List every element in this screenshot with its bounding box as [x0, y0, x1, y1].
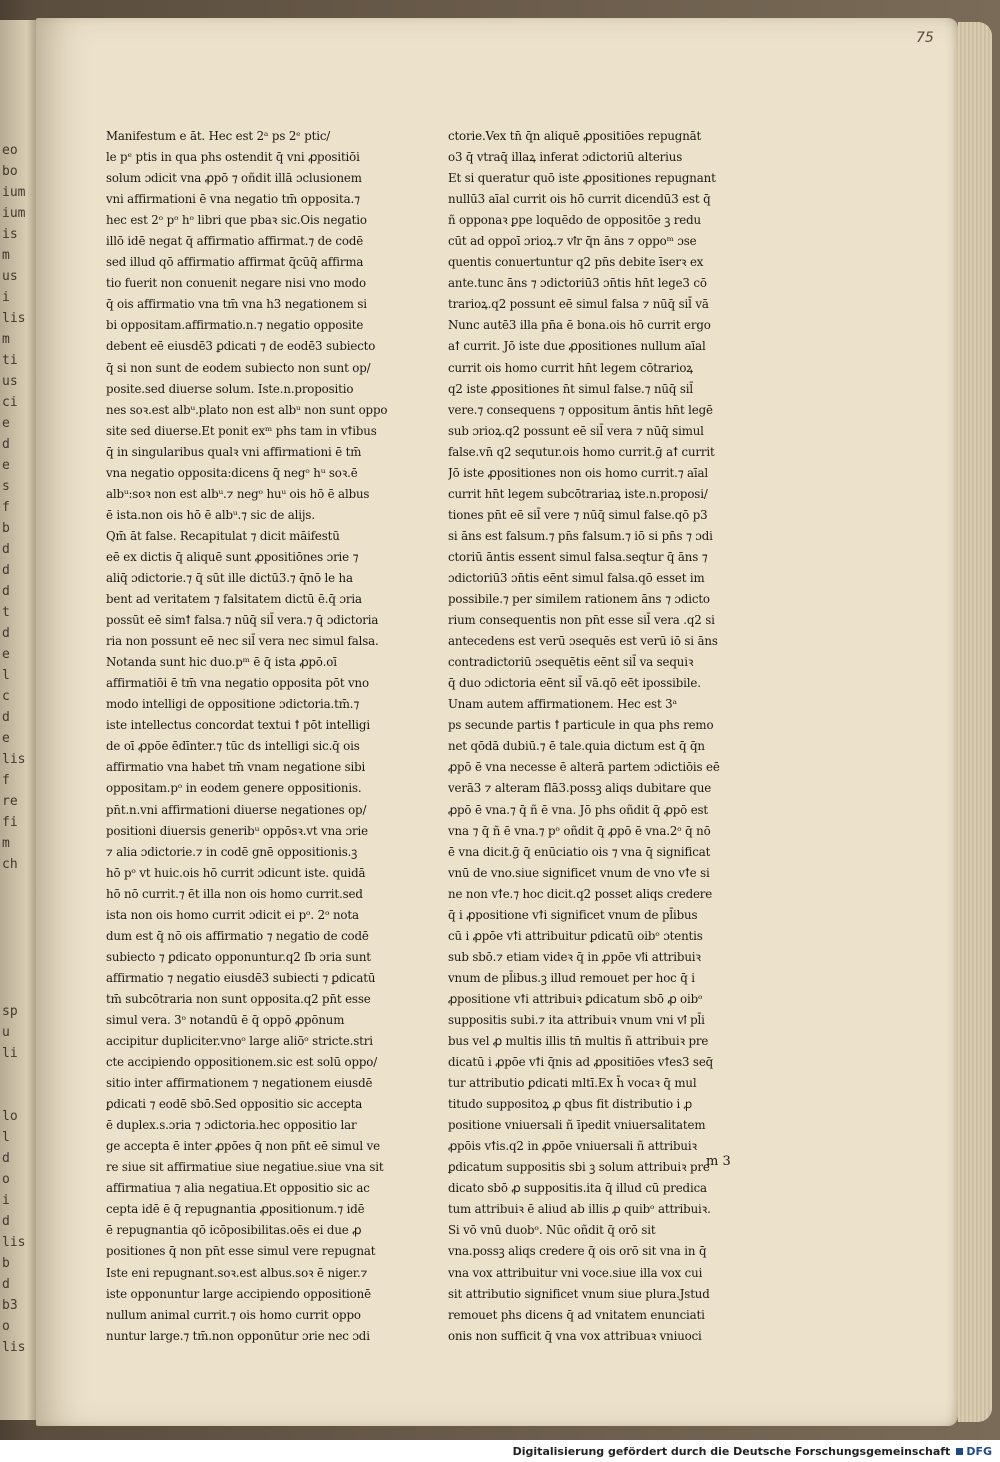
text-line: trarioꝝ.q2 possunt eē simul falsa ⁊ nūq̄ sil̄ vā: [448, 297, 709, 312]
digitization-footer: [0, 1440, 1000, 1462]
text-line: modo intelligi de oppositione ɔdictoria.tm̄.⁊: [106, 697, 360, 712]
text-line: sitio inter affirmationem ⁊ negationem eiusdē: [106, 1076, 373, 1091]
text-line: aliq̄ ɔdictorie.⁊ q̄ sūt ille dictū3.⁊ q̄nō le ha: [106, 570, 353, 585]
text-line: ꝓpositione vꝉi attribuiꝛ ꝑdicatum sbō ꝓ oibᵒ: [448, 991, 703, 1006]
text-line: dicatū i ꝓpōe vꝉi q̄nis ad ꝓpositiōes vꝉes3 seq̄: [448, 1055, 714, 1070]
text-line: q̄ in singularibus qualꝛ vni affirmationi ē tm̄: [106, 444, 362, 459]
text-line: currit ois homo currit hn̄t legem cōtrarioꝝ: [448, 360, 693, 375]
text-line: affirmatiua ⁊ alia negatiua.Et oppositio sic ac: [106, 1181, 370, 1196]
text-line: net qōdā dubiū.⁊ ē tale.quia dictum est q̄ q̄n: [448, 739, 705, 754]
text-line: ne non vꝉe.⁊ hoc dicit.q2 posset aliqs credere: [448, 886, 713, 901]
text-line: ē repugnantia qō icōposibilitas.oēs ei due ꝓ: [106, 1223, 362, 1238]
text-line: tio fuerit non conuenit negare nisi vno modo: [106, 276, 366, 291]
text-line: vni affirmationi ē vna negatio tm̄ opposita.⁊: [106, 192, 360, 207]
text-line: bi oppositam.affirmatio.n.⁊ negatio opposite: [106, 318, 364, 333]
text-line: positiones q̄ non pn̄t esse simul vere repugnat: [106, 1244, 376, 1259]
text-line: vna negatio opposita:dicens q̄ negᵒ hᵘ soꝛ.ē: [106, 465, 358, 480]
text-line: Et si queratur quō iste ꝓpositiones repugnant: [448, 171, 716, 186]
text-line: vna ⁊ q̄ ñ ē vna.⁊ pᵒ oñdit q̄ ꝓpō ē vna.2ᵒ q̄ nō: [448, 823, 711, 838]
text-line: solum ɔdicit vna ꝓpō ⁊ oñdit illā ɔclusionem: [106, 171, 362, 186]
text-line: le pᵉ ptis in qua phs ostendit q̄ vni ꝓpositiōi: [106, 150, 360, 165]
text-line: sit attributio significet vnum siue plura.Jstud: [448, 1286, 710, 1301]
text-line: ꝓpō ē vna.⁊ q̄ ñ ē vna. Jō phs oñdit q̄ ꝓpō est: [448, 802, 709, 817]
text-line: hec est 2ᵒ pᵒ hᵒ libri que pbaꝛ sic.Ois negatio: [106, 213, 367, 228]
text-line: Si vō vnū duobᵒ. Nūc oñdit q̄ orō sit: [448, 1223, 656, 1238]
text-line: nullum animal currit.⁊ ois homo currit oppo: [106, 1307, 361, 1322]
text-line: ꝓpōis vꝉis.q2 in ꝓpōe vniuersali ñ attribuiꝛ: [448, 1139, 697, 1154]
text-line: hō nō currit.⁊ ēt illa non ois homo currit.sed: [106, 886, 363, 901]
text-line: nullū3 aīal currit ois hō currit dicendū3 est q̄: [448, 192, 711, 207]
text-line: cūt ad oppoī ɔrioꝝ.⁊ vꝉr q̄n āns ⁊ oppoᵐ ɔse: [448, 234, 697, 249]
text-line: oppositam.pᵒ in eodem genere oppositionis.: [106, 781, 362, 796]
dfg-logo: [956, 1445, 992, 1458]
text-line: vnum de pl̄ibus.ꝫ illud remouet per hoc q̄ i: [448, 970, 695, 985]
text-line: nuntur large.⁊ tm̄.non opponūtur ɔrie nec ɔdi: [106, 1328, 370, 1343]
folio-number: 75: [916, 30, 934, 46]
text-line: Nunc autē3 illa pn̄a ē bona.ois hō currit ergo: [448, 318, 711, 333]
text-line: ctorie.Vex tn̄ q̄n aliquē ꝓpositiōes repugnāt: [448, 129, 702, 143]
text-line: tur attributio ꝑdicati mltī.Ex h̄ vocaꝛ q̄ mul: [448, 1076, 697, 1091]
text-line: vna vox attribuitur vni voce.siue illa vox cui: [448, 1265, 703, 1280]
text-line: ɔdictoriū3 ɔn̄tis eēnt simul falsa.qō esset im: [448, 570, 705, 585]
text-line: Manifestum e āt. Hec est 2ᵃ ps 2ᵉ ptic/: [106, 129, 331, 143]
text-line: aꝉ currit. Jō iste due ꝓpositiones nullum aīal: [448, 339, 706, 354]
text-line: antecedens est verū ɔsequēs est verū iō si āns: [448, 634, 718, 649]
text-line: ps secunde partis ꝉ particule in qua phs remo: [448, 718, 714, 733]
text-line: q̄ i ꝓpositione vꝉi significet vnum de pl̄ibus: [448, 907, 698, 922]
text-line: ctoriū āntis essent simul falsa.seqtur q̄ āns ⁊: [448, 549, 708, 564]
text-line: simul vera. 3ᵒ notandū ē q̄ oppō ꝓpōnum: [106, 1012, 345, 1027]
text-line: ꝑdicatum suppositis sbi ꝫ solum attribuiꝛ pre: [448, 1160, 710, 1175]
text-line: ꝓpō ē vna necesse ē alterā partem ɔdictiōis eē: [448, 760, 720, 775]
text-line: de oī ꝓpōe ēdīnter.⁊ tūc ds intelligi sic.q̄ ois: [106, 739, 360, 754]
text-line: ge accepta ē inter ꝓpōes q̄ non pn̄t eē simul ve: [106, 1139, 380, 1154]
text-line: affirmatiōi ē tm̄ vna negatio opposita pōt vno: [106, 676, 369, 691]
text-line: posite.sed diuerse solum. Iste.n.propositio: [106, 381, 354, 396]
text-line: sub sbō.⁊ etiam videꝛ q̄ in ꝓpōe vꝉi attribuiꝛ: [448, 949, 701, 964]
text-line: sub ɔrioꝝ.q2 possunt eē sil̄ vera ⁊ nūq̄ simul: [448, 423, 704, 438]
text-line: ē duplex.s.ɔria ⁊ ɔdictoria.hec oppositio lar: [106, 1118, 357, 1133]
text-line: accipitur dupliciter.vnoᵒ large aliōᵒ stricte.stri: [106, 1034, 373, 1049]
text-line: possibile.⁊ per similem rationem āns ⁊ ɔdicto: [448, 592, 710, 607]
text-line: remouet phs dicens q̄ ad vnitatem enunciati: [448, 1307, 705, 1322]
text-line: tiones pn̄t eē sil̄ vere ⁊ nūq̄ simul false.qō p3: [448, 507, 708, 522]
text-line: q2 iste ꝓpositiones n̄t simul false.⁊ nūq̄ sil̄: [448, 381, 694, 396]
text-line: sed illud qō affirmatio affirmat q̄cūq̄ affirma: [106, 255, 364, 270]
dfg-logo-square-icon: [956, 1448, 963, 1455]
text-line: dum est q̄ nō ois affirmatio ⁊ negatio de codē: [106, 928, 369, 943]
text-line: ꝑdicati ⁊ eodē sbō.Sed oppositio sic accepta: [106, 1097, 363, 1112]
text-line: positioni diuersis generibᵘ oppōsꝛ.vt vna ɔrie: [106, 823, 368, 838]
text-line: Notanda sunt hic duo.pᵐ ē q̄ ista ꝓpō.oī: [106, 655, 337, 670]
text-line: suppositis subi.⁊ ita attribuiꝛ vnum vni vꝉ pl̄i: [448, 1012, 705, 1027]
text-line: o3 q̄ vtraq̄ illaꝝ inferat ɔdictoriū alterius: [448, 150, 683, 165]
text-line: eē ex dictis q̄ aliquē sunt ꝓpositiōnes ɔrie ⁊: [106, 549, 359, 564]
text-line: ⁊ alia ɔdictorie.⁊ in codē gnē oppositionis.ꝫ: [106, 844, 358, 859]
text-line: site sed diuerse.Et ponit exᵐ phs tam in vꝉibus: [106, 423, 377, 438]
text-line: ē ista.non ois hō ē albᵘ.⁊ sic de alijs.: [106, 507, 315, 522]
text-line: cepta idē ē q̄ repugnantia ꝓpositionum.⁊ idē: [106, 1202, 365, 1217]
text-line: positione vniuersali ñ īpedit vniuersalitatem: [448, 1118, 706, 1133]
text-line: vnū de vno.siue significet vnum de vno vꝉe si: [448, 865, 710, 880]
text-line: q̄ duo ɔdictoria eēnt sil̄ vā.qō eēt ipossibile.: [448, 676, 701, 691]
text-line: pn̄t.n.vni affirmationi diuerse negationes op/: [106, 802, 367, 817]
text-line: cte accipiendo oppositionem.sic est solū oppo/: [106, 1055, 378, 1070]
text-line: quentis conuertuntur q2 pn̄s debite īserꝛ ex: [448, 255, 704, 270]
text-line: hō pᵒ vt huic.ois hō currit ɔdicunt iste. quidā: [106, 865, 366, 880]
text-line: tm̄ subcōtraria non sunt opposita.q2 pn̄t esse: [106, 991, 371, 1006]
text-line: ē vna dicit.ḡ q̄ enūciatio ois ⁊ vna q̄ significat: [448, 844, 711, 859]
text-line: currit hn̄t legem subcōtrariaꝝ iste.n.proposi/: [448, 486, 708, 501]
text-line: iste opponuntur large accipiendo oppositionē: [106, 1286, 371, 1301]
text-line: affirmatio ⁊ negatio eiusdē3 subiecti ⁊ ꝑdicatū: [106, 970, 376, 985]
text-line: vere.⁊ consequens ⁊ oppositum āntis hn̄t legē: [448, 402, 713, 417]
text-line: affirmatio vna habet tm̄ vnam negatione sibi: [106, 760, 366, 775]
left-text-column: [106, 126, 404, 1347]
text-line: q̄ ois affirmatio vna tm̄ vna h3 negationem si: [106, 297, 367, 312]
text-line: false.vn̄ q2 sequtur.ois homo currit.ḡ aꝉ currit: [448, 444, 715, 459]
text-line: q̄ si non sunt de eodem subiecto non sunt op/: [106, 360, 371, 375]
text-line: cū i ꝓpōe vꝉi attribuitur ꝑdicatū oibᵒ ɔtentis: [448, 928, 703, 943]
text-line: onis non sufficit q̄ vna vox attribuaꝛ vniuoci: [448, 1328, 702, 1343]
text-line: iste intellectus concordat textui ꝉ pōt intelligi: [106, 718, 370, 733]
text-line: subiecto ⁊ ꝑdicato opponuntur.q2 ſb ɔria sunt: [106, 949, 371, 964]
text-line: ria non possunt eē nec sil̄ vera nec simul falsa.: [106, 634, 379, 649]
facing-page-text: eo bo ium ium is m us i lis m ti us ci e d e s f b d d d t d e l c d e lis f re fi m ch sp u li lo l d o i d lis b d b3 o lis: [2, 143, 26, 1355]
text-line: contradictoriū ɔsequētis eēnt sil̄ va sequiꝛ: [448, 655, 694, 670]
text-line: re siue sit affirmatiue siue negatiue.siue vna sit: [106, 1160, 384, 1175]
text-line: si āns est falsum.⁊ pn̄s falsum.⁊ iō si pn̄s ⁊ ɔdi: [448, 528, 713, 543]
text-line: albᵘ:soꝛ non est albᵘ.⁊ negᵒ huᵘ ois hō ē albus: [106, 486, 370, 501]
text-line: verā3 ⁊ alteram flā3.possꝫ aliqs dubitare que: [448, 781, 712, 796]
text-line: ista non ois homo currit ɔdicit ei pᵒ. 2ᵒ nota: [106, 907, 359, 922]
text-line: ante.tunc āns ⁊ ɔdictoriū3 ɔn̄tis hn̄t lege3 cō: [448, 276, 707, 291]
text-line: Iste eni repugnant.soꝛ.est albus.soꝛ ē niger.⁊: [106, 1265, 368, 1280]
text-line: Unam autem affirmationem. Hec est 3ᵃ: [448, 697, 677, 712]
text-line: vna.possꝫ aliqs credere q̄ ois orō sit vna in q̄: [448, 1244, 707, 1259]
dfg-logo-text: DFG: [966, 1444, 992, 1458]
text-line: nes soꝛ.est albᵘ.plato non est albᵘ non sunt oppo: [106, 402, 388, 417]
text-line: debent eē eiusdē3 ꝑdicati ⁊ de eodē3 subiecto: [106, 339, 376, 354]
text-line: titudo suppositoꝝ ꝓ qbus fit distributio i ꝓ: [448, 1097, 693, 1112]
text-line: bent ad veritatem ⁊ falsitatem dictū ē.q̄ ɔria: [106, 592, 362, 607]
text-line: Jō iste ꝓpositiones non ois homo currit.⁊ aīal: [448, 465, 709, 480]
text-line: dicato sbō ꝓ suppositis.ita q̄ illud cū predica: [448, 1181, 707, 1196]
text-line: bus vel ꝓ multis illis tn̄ multis ñ attribuiꝛ pre: [448, 1034, 709, 1049]
text-line: rium consequentis non pn̄t esse sil̄ vera .q2 si: [448, 613, 715, 628]
text-line: Qm̄ āt false. Recapitulat ⁊ dicit māifestū: [106, 528, 340, 543]
page-stack-edges: [958, 22, 992, 1422]
text-line: possūt eē simꝉ falsa.⁊ nūq̄ sil̄ vera.⁊ q̄ ɔdictoria: [106, 613, 379, 628]
text-line: ñ opponaꝛ ꝑpe loquēdo de oppositōe ꝫ redu: [448, 213, 701, 228]
quire-signature: m 3: [706, 1154, 731, 1169]
footer-credit: Digitalisierung gefördert durch die Deutsche Forschungsgemeinschaft: [512, 1444, 951, 1458]
text-line: illō idē negat q̄ affirmatio affirmat.⁊ de codē: [106, 234, 364, 249]
facing-page-edge: [0, 20, 38, 1420]
text-line: tum attribuiꝛ ē aliud ab illis ꝓ quibᵒ attribuiꝛ.: [448, 1202, 711, 1217]
